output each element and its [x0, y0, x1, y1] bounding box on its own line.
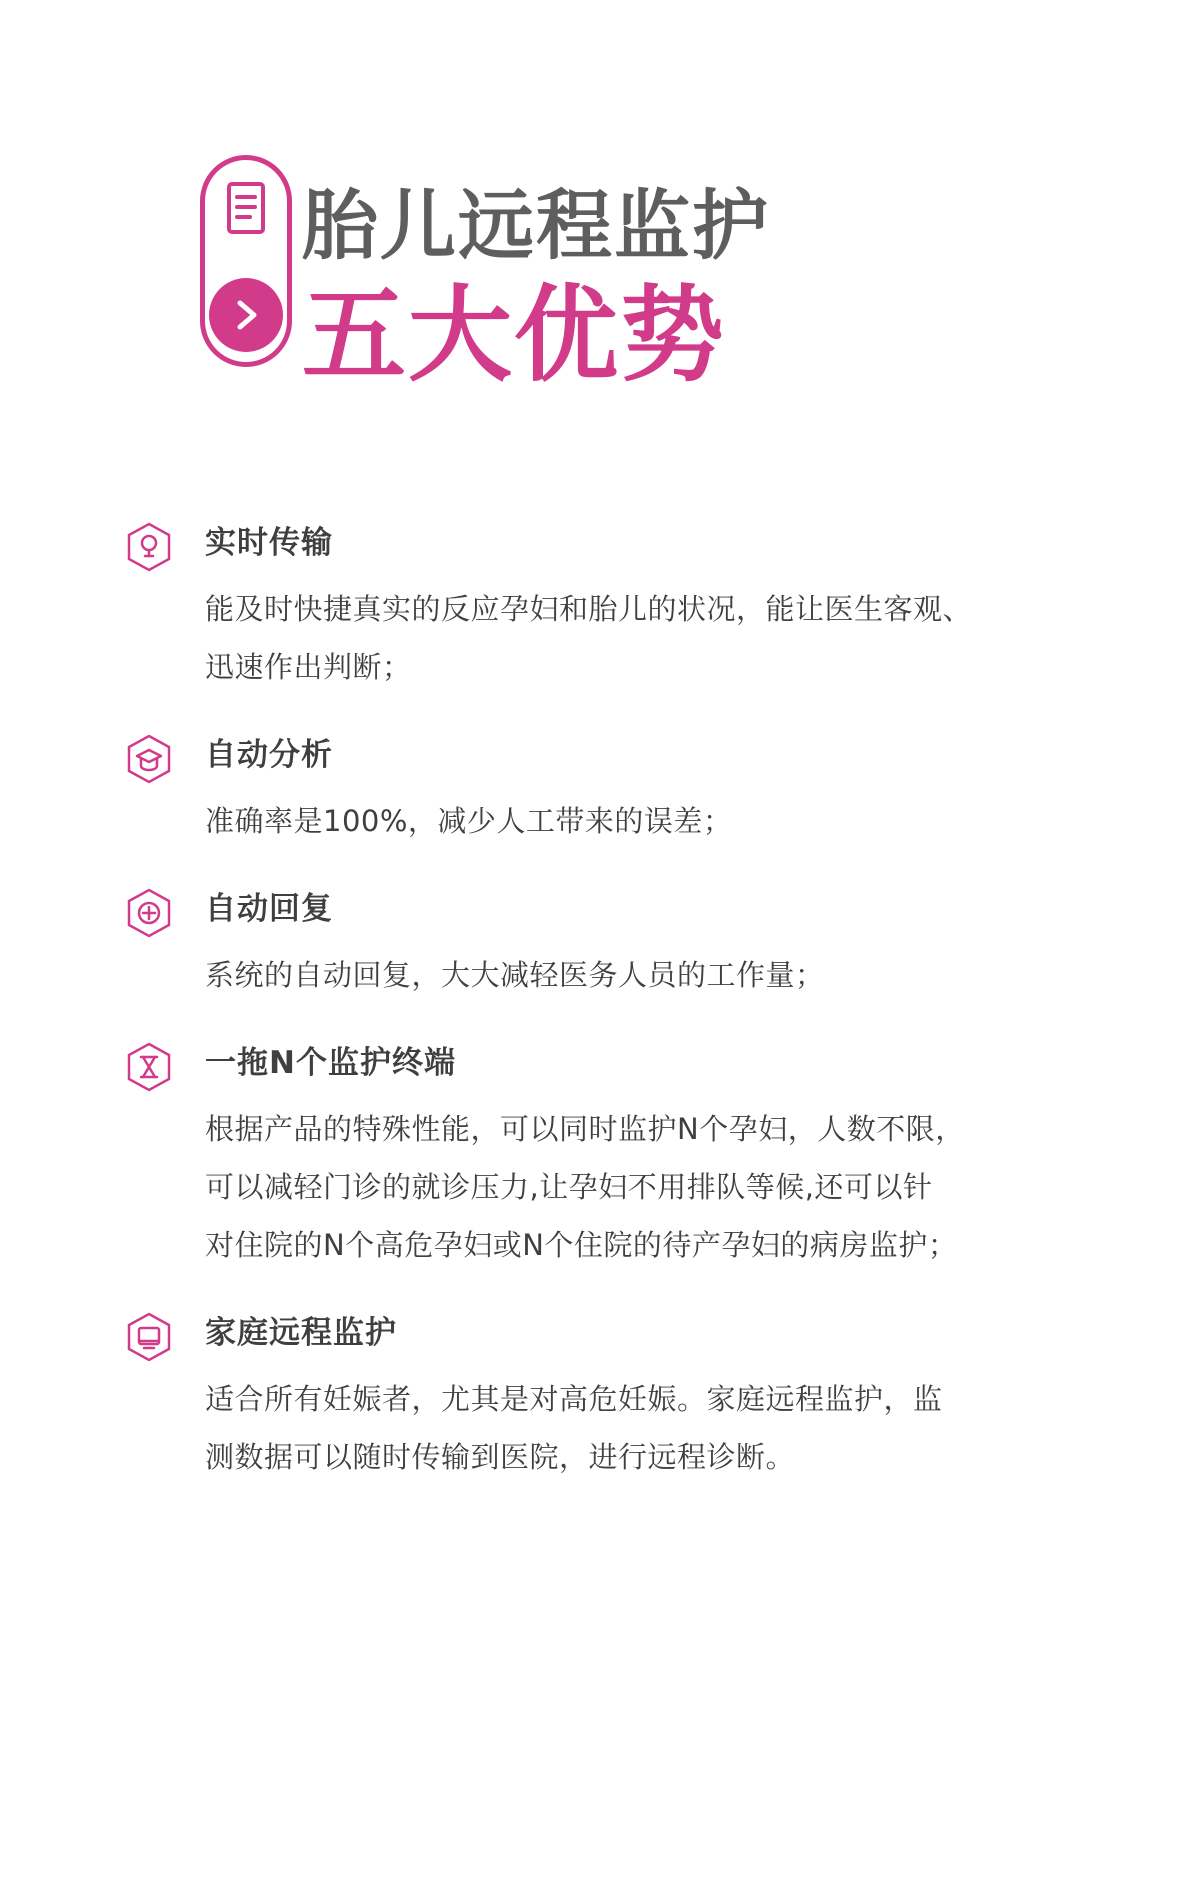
list-item — [0, 1310, 1200, 1486]
item-title: 自动回复 — [205, 891, 333, 927]
item-body-line: 准确率是100%，减少人工带来的误差； — [205, 804, 733, 838]
page-title-line1: 胎儿远程监护 — [302, 181, 770, 270]
item-title: 家庭远程监护 — [205, 1315, 397, 1351]
monitor-hexagon-icon — [126, 1312, 172, 1362]
item-body-line: 根据产品的特殊性能，可以同时监护N个孕妇，人数不限， — [205, 1112, 965, 1146]
item-body-line: 能及时快捷真实的反应孕妇和胎儿的状况，能让医生客观、 — [205, 592, 973, 626]
item-body-line: 适合所有妊娠者，尤其是对高危妊娠。家庭远程监护，监 — [205, 1382, 943, 1416]
document-icon — [220, 178, 272, 247]
item-body-line: 可以减轻门诊的就诊压力,让孕妇不用排队等候,还可以针 — [205, 1170, 933, 1204]
advantages-list — [0, 520, 1200, 1522]
list-item — [0, 886, 1200, 1004]
item-body — [205, 580, 1200, 696]
item-body — [205, 946, 1200, 1004]
lightbulb-hexagon-icon — [126, 522, 172, 572]
list-item — [0, 1040, 1200, 1274]
item-body — [205, 1100, 1200, 1274]
item-body-line: 迅速作出判断； — [205, 650, 412, 684]
chevron-right-icon — [209, 278, 283, 352]
item-body — [205, 792, 1200, 850]
page-title-line2: 五大优势 — [302, 274, 727, 396]
list-item — [0, 732, 1200, 850]
hourglass-hexagon-icon — [126, 1042, 172, 1092]
list-item — [0, 520, 1200, 696]
medical-cross-hexagon-icon — [126, 888, 172, 938]
item-body-line: 测数据可以随时传输到医院，进行远程诊断。 — [205, 1440, 796, 1474]
item-title: 自动分析 — [205, 737, 333, 773]
graduation-cap-hexagon-icon — [126, 734, 172, 784]
item-body — [205, 1370, 1200, 1486]
item-body-line: 系统的自动回复，大大减轻医务人员的工作量； — [205, 958, 825, 992]
item-title: 一拖N个监护终端 — [205, 1045, 456, 1081]
header-badge — [200, 155, 292, 367]
item-title: 实时传输 — [205, 525, 333, 561]
item-body-line: 对住院的N个高危孕妇或N个住院的待产孕妇的病房监护； — [205, 1228, 958, 1262]
